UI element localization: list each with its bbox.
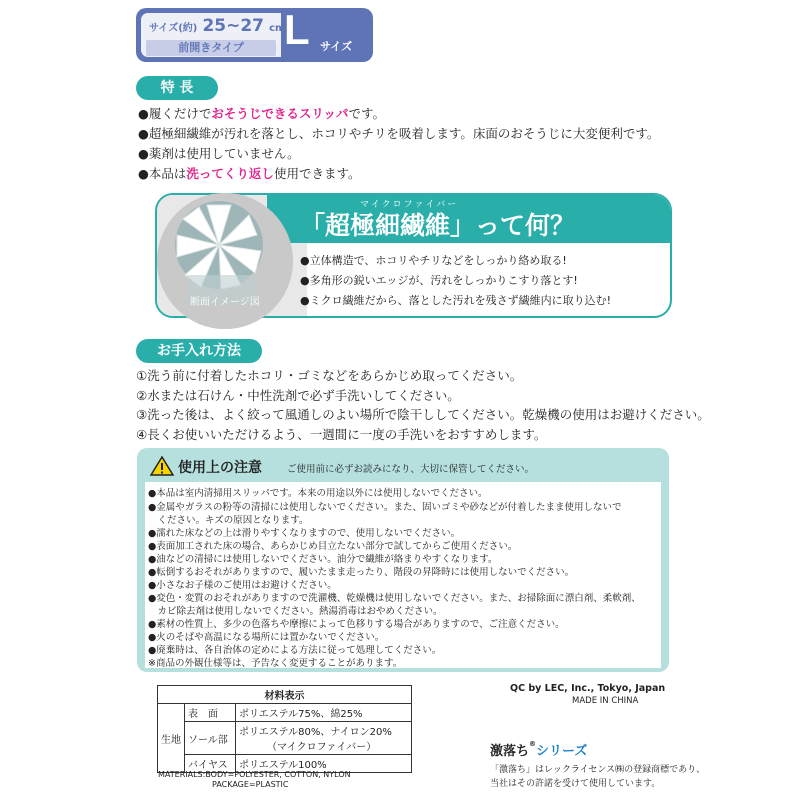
- caution-note: ※商品の外観仕様等は、予告なく変更することがあります。: [148, 658, 403, 669]
- care-item: ①洗う前に付着したホコリ・ゴミなどをあらかじめ取ってください。: [136, 368, 523, 383]
- caution-line: ●表面加工された床の場合、あらかじめ目立たない部分で試してからご使用ください。: [148, 541, 518, 552]
- size-badge: [136, 8, 373, 62]
- microfiber-title: 「超極細繊維」って何？: [300, 211, 576, 240]
- size-info: [141, 13, 286, 57]
- slipper-type: 前開きタイプ: [146, 40, 276, 56]
- materials-part: ソール部: [185, 722, 236, 755]
- caution-title: 使用上の注意: [178, 460, 262, 476]
- size-unit: cm: [269, 23, 286, 34]
- feature-item: ●本品は洗ってくり返し使用できます。: [138, 166, 361, 181]
- care-item: ③洗った後は、よく絞って風通しのよい場所で陰干ししてください。乾燥機の使用はお避けください。: [136, 407, 710, 422]
- size-range: 25~27: [202, 16, 264, 36]
- caution-line: ●火のそばや高温になる場所には置かないでください。: [148, 632, 385, 643]
- feature-item: ●超極細繊維が汚れを落とし、ホコリやチリを吸着します。床面のおそうじに大変便利です。: [138, 126, 660, 141]
- care-heading: お手入れ方法: [136, 339, 262, 363]
- made-in: MADE IN CHINA: [572, 696, 639, 706]
- trademark-note: 当社はその許諾を受けて使用しています。: [490, 779, 661, 789]
- materials-title: 材料表示: [158, 686, 412, 704]
- materials-group: 生地: [158, 704, 185, 773]
- fiber-cross-section-image: [157, 193, 293, 329]
- feature-item: ●薬剤は使用していません。: [138, 146, 300, 161]
- feature-item: ●履くだけでおそうじできるスリッパです。: [138, 106, 385, 121]
- warning-icon: [150, 456, 174, 480]
- caution-line: ●変色・変質のおそれがありますので洗濯機、乾燥機は使用しないでください。また、お掃除面に漂白剤、柔軟剤、: [148, 593, 641, 604]
- trademark-note: 「激落ち」はレックライセンス㈱の登録商標であり、: [490, 765, 706, 775]
- caution-line: ●金属やガラスの粉等の清掃には使用しないでください。また、固いゴミや砂などが付着したまま使用しないで: [148, 502, 622, 513]
- materials-value: ポリエステル75%、綿25%: [236, 704, 412, 722]
- microfiber-point: ●ミクロ繊維だから、落とした汚れを残さず繊維内に取り込む!: [300, 294, 612, 307]
- materials-table: [157, 685, 412, 773]
- caution-line: ●濡れた床などの上は滑りやすくなりますので、使用しないでください。: [148, 528, 461, 539]
- qc-line: QC by LEC, Inc., Tokyo, Japan: [510, 683, 666, 694]
- caution-line: ください。キズの原因となります。: [148, 515, 309, 526]
- cross-section-caption: 断面イメージ図: [190, 297, 260, 308]
- caution-line: ●転倒するおそれがありますので、履いたまま走ったり、階段の昇降時には使用しないでください。: [148, 567, 575, 578]
- size-letter: L: [284, 6, 310, 53]
- caution-subtitle: ご使用前に必ずお読みになり、大切に保管してください。: [287, 464, 535, 475]
- size-letter-suffix: サイズ: [320, 40, 353, 53]
- caution-line: ●本品は室内清掃用スリッパです。本来の用途以外には使用しないでください。: [148, 488, 488, 499]
- series-logo: 激落ち®シリーズ: [490, 740, 588, 759]
- microfiber-point: ●多角形の鋭いエッジが、汚れをしっかりこすり落とす!: [300, 274, 578, 287]
- caution-line: ●廃棄時は、各自治体の定めによる方法に従って処理してください。: [148, 645, 442, 656]
- care-item: ②水または石けん・中性洗剤で必ず手洗いしてください。: [136, 388, 460, 403]
- features-heading: 特 長: [136, 76, 218, 100]
- materials-value: ポリエステル80%、ナイロン20% （マイクロファイバー）: [236, 722, 412, 755]
- microfiber-point: ●立体構造で、ホコリやチリなどをしっかり絡め取る!: [300, 254, 567, 267]
- size-label: サイズ(約): [149, 23, 198, 34]
- materials-part: バイヤス: [185, 755, 236, 773]
- microfiber-ruby: マイクロファイバー: [360, 200, 459, 210]
- caution-line: ●油などの清掃には使用しないでください。油分で繊維が絡まりやすくなります。: [148, 554, 498, 565]
- materials-english: MATERIALS:BODY=POLYESTER, COTTON, NYLON PACKAGE=PLASTIC: [158, 770, 351, 789]
- materials-part: 表 面: [185, 704, 236, 722]
- care-item: ④長くお使いいただけるよう、一週間に一度の手洗いをおすすめします。: [136, 427, 547, 442]
- materials-value: ポリエステル100%: [236, 755, 412, 773]
- caution-line: ●素材の性質上、多少の色落ちや摩擦によって色移りする場合がありますので、ご注意ください。: [148, 619, 565, 630]
- caution-line: ●小さなお子様のご使用はお避けください。: [148, 580, 337, 591]
- caution-line: カビ除去剤は使用しないでください。熱湯消毒はおやめください。: [148, 606, 443, 617]
